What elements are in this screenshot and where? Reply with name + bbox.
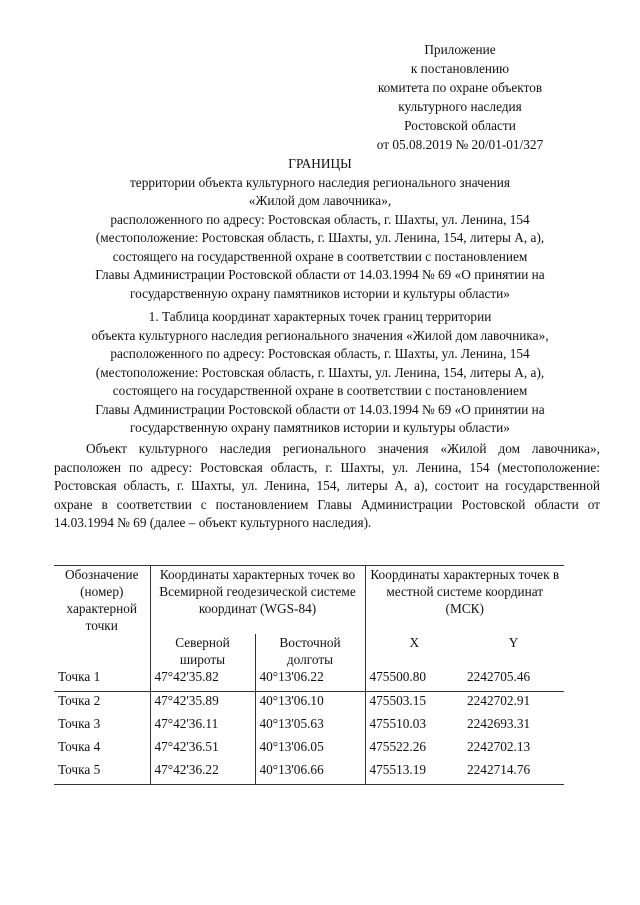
cell-lon: 40°13'06.22 bbox=[255, 668, 365, 692]
cell-x: 475513.19 bbox=[365, 761, 463, 785]
appendix-line: культурного наследия bbox=[398, 99, 522, 114]
table-caption bbox=[40, 308, 600, 438]
appendix-header bbox=[330, 40, 590, 154]
cell-x: 475500.80 bbox=[365, 668, 463, 692]
cell-y: 2242714.76 bbox=[467, 762, 531, 777]
table-header-row bbox=[54, 566, 564, 635]
cell-y: 2242702.91 bbox=[467, 693, 531, 708]
cell-point: Точка 4 bbox=[58, 739, 101, 754]
header-y: Y bbox=[508, 635, 519, 650]
caption-line: (местоположение: Ростовская область, г. Шахты, ул. Ленина, 154, литеры А, а), bbox=[95, 364, 545, 380]
cell-y: 2242705.46 bbox=[467, 669, 531, 684]
appendix-line: комитета по охране объектов bbox=[377, 80, 543, 95]
cell-y: 2242702.13 bbox=[467, 739, 531, 754]
header-east: Восточной долготы bbox=[255, 634, 365, 668]
header-point: Обозначение (номер) характерной точки bbox=[65, 567, 139, 633]
table-row bbox=[54, 761, 564, 785]
header-north: Северной широты bbox=[150, 634, 255, 668]
cell-lat: 47°42'36.22 bbox=[150, 761, 255, 785]
title-line: состоящего на государственной охране в соответствии с постановлением bbox=[112, 248, 528, 264]
title-line: расположенного по адресу: Ростовская область, г. Шахты, ул. Ленина, 154 bbox=[110, 211, 530, 227]
header-wgs: Координаты характерных точек во Всемирной геодезической системе координат (WGS-84) bbox=[150, 566, 365, 635]
cell-lat: 47°42'36.51 bbox=[150, 738, 255, 761]
cell-lat: 47°42'36.11 bbox=[150, 715, 255, 738]
table-row bbox=[54, 692, 564, 716]
cell-point: Точка 2 bbox=[58, 693, 101, 708]
cell-point: Точка 1 bbox=[58, 669, 101, 684]
cell-y: 2242693.31 bbox=[467, 716, 531, 731]
header-msk: Координаты характерных точек в местной системе координат (МСК) bbox=[365, 566, 564, 635]
cell-lon: 40°13'06.05 bbox=[255, 738, 365, 761]
cell-lon: 40°13'05.63 bbox=[255, 715, 365, 738]
cell-point: Точка 5 bbox=[58, 762, 101, 777]
caption-line: 1. Таблица координат характерных точек границ территории bbox=[148, 309, 492, 324]
coordinates-table bbox=[54, 565, 564, 785]
appendix-line: к постановлению bbox=[410, 61, 510, 76]
cell-x: 475503.15 bbox=[365, 692, 463, 716]
cell-x: 475510.03 bbox=[365, 715, 463, 738]
cell-lon: 40°13'06.66 bbox=[255, 761, 365, 785]
caption-line: объекта культурного наследия регионального значения «Жилой дом лавочника», bbox=[91, 327, 549, 343]
table-row bbox=[54, 715, 564, 738]
title-line: Главы Администрации Ростовской области от 14.03.1994 № 69 «О принятии на bbox=[95, 267, 545, 282]
caption-line: государственную охрану памятников истории и культуры области» bbox=[130, 420, 510, 435]
cell-x: 475522.26 bbox=[365, 738, 463, 761]
title-line: государственную охрану памятников истории и культуры области» bbox=[130, 285, 510, 301]
table-row bbox=[54, 668, 564, 692]
cell-lat: 47°42'35.82 bbox=[150, 668, 255, 692]
caption-line: состоящего на государственной охране в соответствии с постановлением bbox=[112, 383, 528, 398]
table-row bbox=[54, 738, 564, 761]
title-line: (местоположение: Ростовская область, г. Шахты, ул. Ленина, 154, литеры А, а), bbox=[95, 230, 545, 245]
cell-point: Точка 3 bbox=[58, 716, 101, 731]
title-line: территории объекта культурного наследия регионального значения bbox=[129, 174, 511, 190]
title-heading: ГРАНИЦЫ bbox=[288, 156, 352, 171]
document-title bbox=[40, 155, 600, 303]
cell-lat: 47°42'35.89 bbox=[150, 692, 255, 716]
appendix-line: Ростовской области bbox=[404, 118, 516, 133]
header-x: X bbox=[365, 634, 463, 668]
title-line: «Жилой дом лавочника», bbox=[248, 193, 392, 208]
appendix-line: от 05.08.2019 № 20/01-01/327 bbox=[376, 137, 544, 152]
appendix-line: Приложение bbox=[424, 42, 496, 57]
table-subheader-row bbox=[54, 634, 564, 668]
caption-line: Главы Администрации Ростовской области от 14.03.1994 № 69 «О принятии на bbox=[95, 401, 545, 417]
cell-lon: 40°13'06.10 bbox=[255, 692, 365, 716]
description-paragraph: Объект культурного наследия регионального значения «Жилой дом лавочника», расположен по адресу: Ростовская область, г. Шахты, ул. Ленина, 154 (местоположение: Ростовская область, г. Шахты, ул. Ленина, 154, литеры А, а), состоит на государственной охране в соответствии с постановлением Главы Администрации Ростовской области от 14.03.1994 № 69 (далее – объект культурного наследия). bbox=[54, 441, 600, 530]
caption-line: расположенного по адресу: Ростовская область, г. Шахты, ул. Ленина, 154 bbox=[110, 346, 530, 361]
